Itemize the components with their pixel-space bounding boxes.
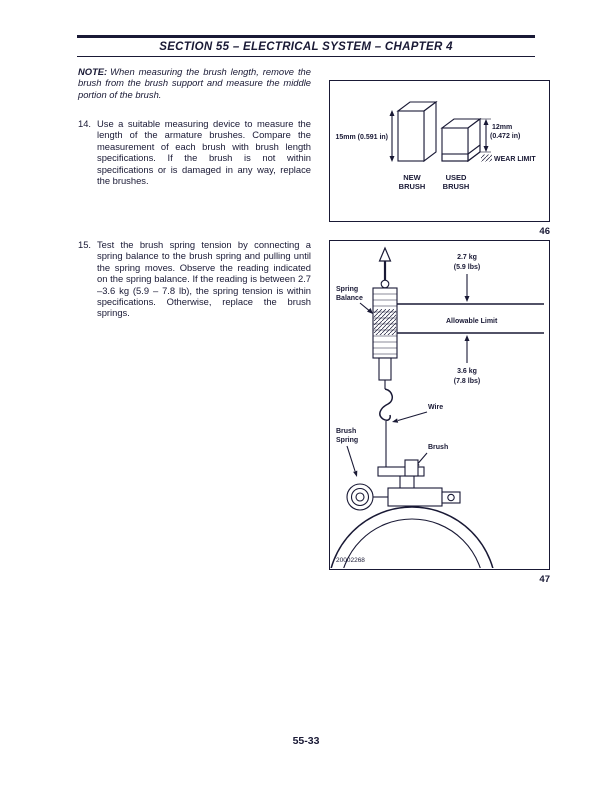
step-text: Use a suitable measuring device to measure the length of the armature brushes. Compare the measurement of each brush with brush length specifications. If the brush is not within specifications or is damaged in any way, replace the brushes. (97, 118, 311, 187)
wear-limit-label: WEAR LIMIT (494, 156, 536, 163)
brush-captions (399, 173, 470, 191)
figure-47-number: 47 (539, 574, 550, 585)
dimension-15mm (335, 110, 394, 162)
lower-limit-callout (454, 335, 480, 385)
new-brush-label-1: NEW (403, 173, 421, 182)
upper-limit-unit: (5.9 lbs) (453, 264, 481, 271)
brush-label: Brush (428, 444, 449, 451)
new-brush-drawing (398, 102, 436, 161)
hook-drawing (380, 389, 392, 420)
spring-balance-drawing (373, 280, 397, 389)
wire-label: Wire (428, 404, 444, 411)
upper-limit-callout (454, 254, 480, 302)
spring-balance-label-1: Spring (336, 286, 359, 293)
figure-46-drawing (330, 81, 548, 220)
used-brush-label-1: USED (445, 173, 467, 182)
pull-arrow (380, 248, 391, 280)
brush-spring-label-2: Spring (336, 437, 359, 444)
spiral-spring-drawing (347, 484, 388, 510)
step-text: Test the brush spring tension by connecting a spring balance to the brush spring and pulling until the spring moves. Observe the reading indicated on the spring balance. If the reading is between 2.7 –3.6 kg (5.9 – 7.8 lb), the spring tension is within specifications. Otherwise, replace the brush springs. (97, 239, 311, 319)
figure-46-number: 46 (539, 226, 550, 237)
note-label: NOTE: (78, 66, 108, 77)
lower-limit-unit: (7.8 lbs) (453, 378, 481, 385)
step-number: 15. (78, 239, 92, 250)
figure-46-box (329, 80, 550, 222)
used-brush-dimension-label-1: 12mm (492, 124, 513, 131)
new-brush-label-2: BRUSH (398, 182, 426, 191)
used-brush-label-2: BRUSH (442, 182, 470, 191)
figure-part-number: 20002268 (336, 557, 365, 564)
page-header-title: SECTION 55 – ELECTRICAL SYSTEM – CHAPTER 4 (159, 41, 453, 53)
brush-callout (414, 444, 448, 468)
used-brush-drawing (442, 119, 492, 162)
allowable-limit-label: Allowable Limit (446, 318, 498, 325)
step-item-15 (78, 239, 311, 319)
dimension-12mm (480, 119, 520, 152)
lower-limit-value: 3.6 kg (457, 368, 477, 375)
note-paragraph (78, 66, 311, 100)
spring-balance-callout (336, 286, 373, 314)
note-text: When measuring the brush length, remove the brush from the brush support and measure the middle portion of the brush. (78, 66, 311, 100)
wire-callout (392, 404, 443, 423)
brush-spring-label-1: Brush (336, 428, 357, 435)
page-number: 55-33 (292, 735, 320, 747)
step-item-14 (78, 118, 311, 186)
used-brush-dimension-label-2: (0.472 in) (490, 133, 521, 140)
upper-limit-value: 2.7 kg (457, 254, 477, 261)
header-rule-bottom (77, 56, 535, 57)
header-rule-top (77, 35, 535, 38)
spring-balance-label-2: Balance (336, 295, 363, 302)
figure-47-box (329, 240, 550, 570)
step-number: 14. (78, 118, 92, 129)
brush-assembly-drawing (378, 460, 460, 506)
new-brush-dimension-label: 15mm (0.591 in) (335, 134, 388, 141)
figure-47-drawing (330, 241, 548, 568)
brush-spring-callout (336, 428, 358, 477)
